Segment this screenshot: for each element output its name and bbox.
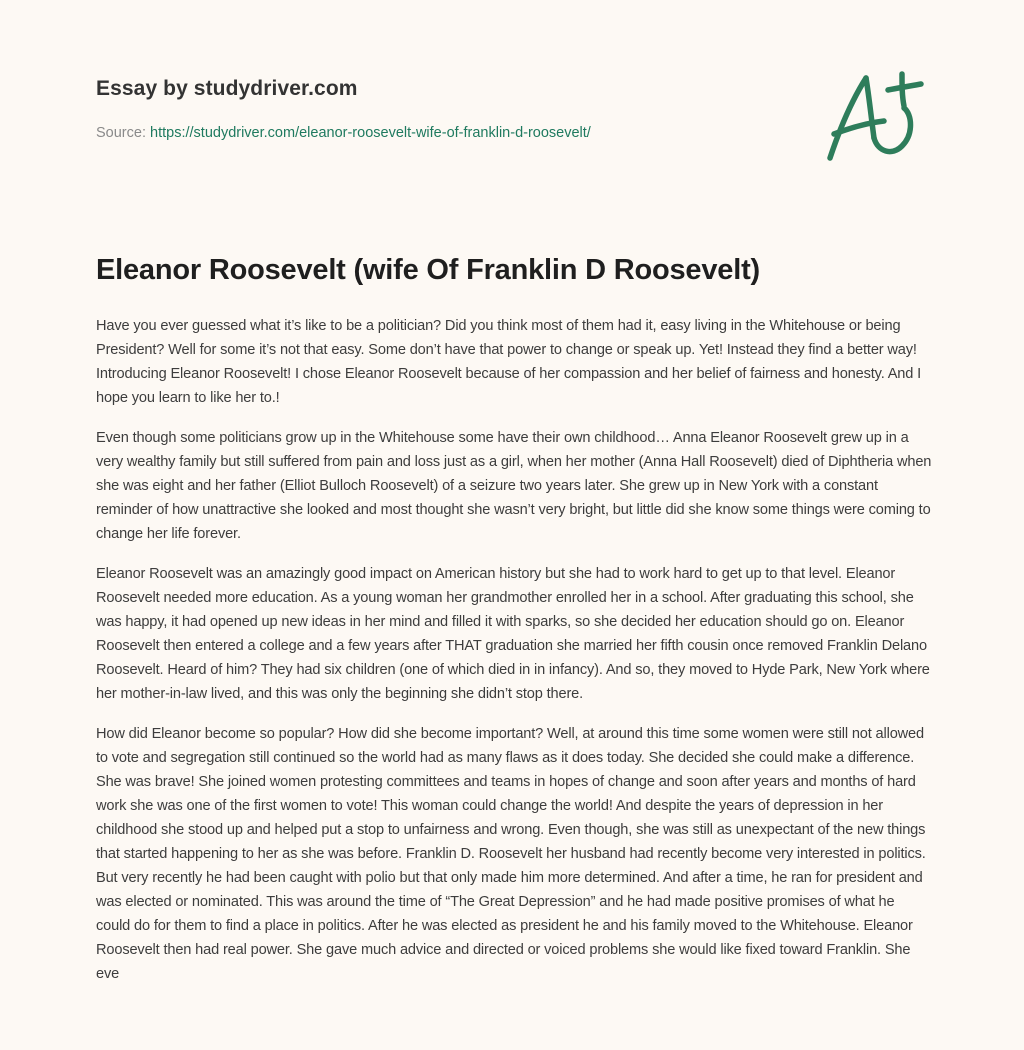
essay-paragraph: Even though some politicians grow up in the Whitehouse some have their own childhood… Anna Eleanor Roosevelt grew up in a very wealthy family but still suffered from pain and loss just as a girl, when her mother (Anna Hall Roosevelt) died of Diphtheria when she was eight and her father (Elliot Bulloch Roosevelt) of a seizure two years later. She grew up in New York with a constant reminder of how unattractive she looked and most thought she wasn’t very bright, but little did she know some things were coming to change her life forever.: [96, 430, 932, 542]
essay-paragraph: How did Eleanor become so popular? How did she become important? Well, at around this time some women were still not allowed to vote and segregation still continued so the world had as many flaws as it does today. She decided she could make a difference. She was brave! She joined women protesting committees and teams in hopes of change and soon after years and months of hard work she was one of the first women to vote! This woman could change the world! And despite the years of depression in her childhood she stood up and helped put a stop to unfairness and wrong. Even though, she was still as unexpectant of the new things that started happening to her as she was before. Franklin D. Roosevelt her husband had recently become very interested in politics. But very recently he had been caught with polio but that only made him more determined. And after a time, he ran for president and was elected or nominated. This was around the time of “The Great Depression” and he had made positive promises of what he could do for them to find a place in politics. After he was elected as president he and his family moved to the Whitehouse. Eleanor Roosevelt then had real power. She gave much advice and directed or voiced problems she would like fixed toward Franklin. She eve: [96, 726, 926, 982]
essay-title: Eleanor Roosevelt (wife Of Franklin D Roosevelt): [96, 254, 760, 286]
a-plus-grade-icon: [822, 66, 932, 166]
source-label: Source:: [96, 125, 146, 141]
essay-paragraph: Have you ever guessed what it’s like to be a politician? Did you think most of them had it, easy living in the Whitehouse or being President? Well for some it’s not that easy. Some don’t have that power to change or speak up. Yet! Instead they find a better way! Introducing Eleanor Roosevelt! I chose Eleanor Roosevelt because of her compassion and her belief of fairness and honesty. And I hope you learn to like her to.!: [96, 318, 922, 406]
essay-paragraph: Eleanor Roosevelt was an amazingly good impact on American history but she had to work hard to get up to that level. Eleanor Roosevelt needed more education. As a young woman her grandmother enrolled her in a school. After graduating this school, she was happy, it had opened up new ideas in her mind and filled it with sparks, so she decided her education should go on. Eleanor Roosevelt then entered a college and a few years after THAT graduation she married her fifth cousin once removed Franklin Delano Roosevelt. Heard of him? They had six children (one of which died in in infancy). And so, they moved to Hyde Park, New York where her mother-in-law lived, and this was only the beginning she didn’t stop there.: [96, 566, 930, 702]
essay-body: [96, 314, 932, 1002]
page-header: [96, 74, 796, 104]
site-title: Essay by studydriver.com: [96, 77, 358, 100]
source-line: [96, 122, 591, 144]
source-link[interactable]: https://studydriver.com/eleanor-roosevelt-wife-of-franklin-d-roosevelt/: [150, 125, 591, 141]
